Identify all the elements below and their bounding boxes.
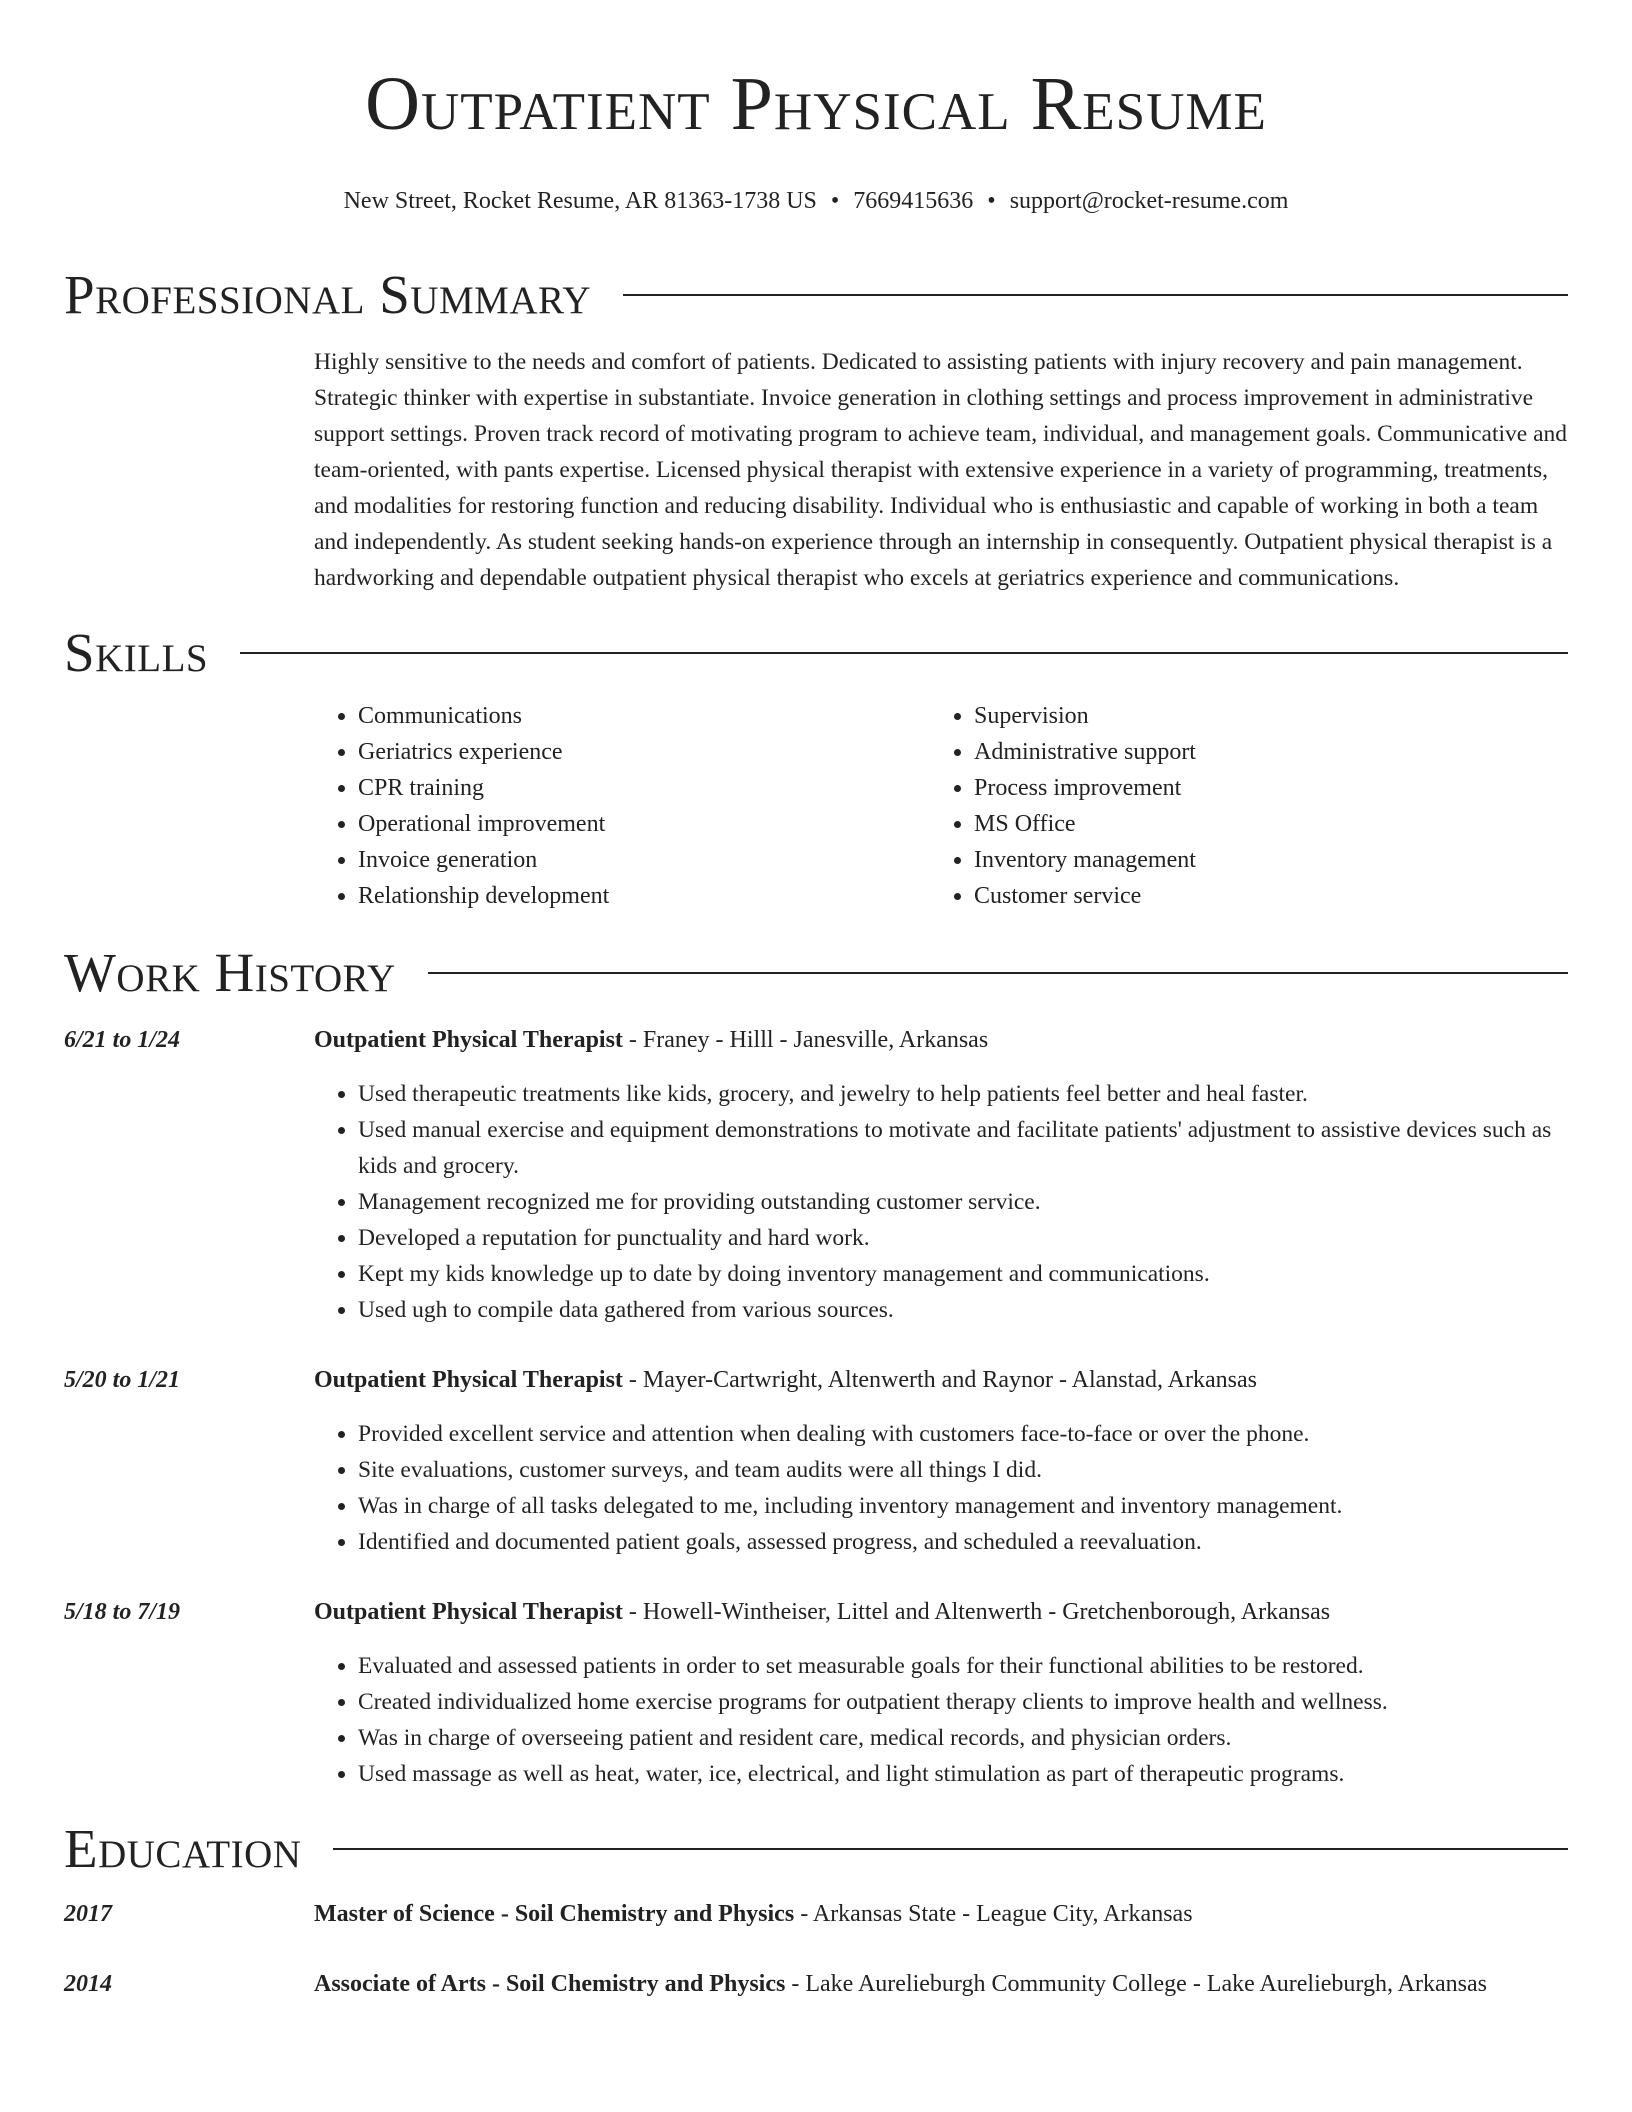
skills-column-left	[314, 698, 930, 914]
section-divider	[333, 1848, 1568, 1850]
skills-heading: Skills	[64, 622, 209, 683]
job-bullet: • Site evaluations, customer surveys, and team audits were all things I did.	[358, 1452, 1568, 1488]
job-bullet: • Used therapeutic treatments like kids, grocery, and jewelry to help patients feel better and heal faster.	[358, 1076, 1568, 1112]
skill-item: • Operational improvement	[358, 806, 930, 842]
job-bullet: • Was in charge of overseeing patient and resident care, medical records, and physician orders.	[358, 1720, 1568, 1756]
skill-item: • Inventory management	[974, 842, 1546, 878]
skills-section-header	[64, 620, 1568, 686]
skills-list	[314, 698, 1568, 914]
summary-heading: Professional Summary	[64, 264, 592, 325]
job-title-line	[314, 1594, 1568, 1630]
job-bullet: • Was in charge of all tasks delegated to me, including inventory management and inventory management.	[358, 1488, 1568, 1524]
education-degree: Master of Science - Soil Chemistry and Physics	[314, 1901, 795, 1927]
contact-email: support@rocket-resume.com	[1009, 188, 1289, 214]
education-year: 2017	[64, 1901, 112, 1927]
contact-separator: •	[830, 188, 840, 214]
job-entry	[64, 1594, 1568, 1792]
section-divider	[623, 294, 1568, 296]
education-school: - Arkansas State - League City, Arkansas	[794, 1901, 1193, 1927]
section-divider	[428, 972, 1568, 974]
skill-item: • Relationship development	[358, 878, 930, 914]
skills-column-right	[930, 698, 1546, 914]
contact-line	[64, 186, 1568, 216]
education-degree: Associate of Arts - Soil Chemistry and Physics	[314, 1971, 786, 1997]
skill-item: • CPR training	[358, 770, 930, 806]
education-entry	[64, 1966, 1568, 2002]
education-school: - Lake Aurelieburgh Community College - Lake Aurelieburgh, Arkansas	[785, 1971, 1487, 1997]
job-bullet: • Used ugh to compile data gathered from various sources.	[358, 1292, 1568, 1328]
job-bullets	[314, 1648, 1568, 1792]
job-entry	[64, 1362, 1568, 1560]
education-entry	[64, 1896, 1568, 1932]
resume-name: Outpatient Physical Resume	[365, 62, 1267, 146]
job-bullet: • Used massage as well as heat, water, ice, electrical, and light stimulation as part of therapeutic programs.	[358, 1756, 1568, 1792]
education-heading: Education	[64, 1818, 302, 1879]
job-title: Outpatient Physical Therapist	[314, 1367, 623, 1393]
job-dates: 6/21 to 1/24	[64, 1027, 181, 1053]
job-bullet: • Created individualized home exercise programs for outpatient therapy clients to improve health and wellness.	[358, 1684, 1568, 1720]
contact-separator: •	[987, 188, 996, 214]
education-year: 2014	[64, 1971, 112, 1997]
job-bullet: • Management recognized me for providing outstanding customer service.	[358, 1184, 1568, 1220]
job-title-line	[314, 1022, 1568, 1058]
section-divider	[240, 652, 1568, 654]
job-entry	[64, 1022, 1568, 1328]
job-title: Outpatient Physical Therapist	[314, 1027, 623, 1053]
job-title: Outpatient Physical Therapist	[314, 1599, 623, 1625]
skill-item: • Process improvement	[974, 770, 1546, 806]
job-bullets	[314, 1416, 1568, 1560]
job-bullet: • Identified and documented patient goals, assessed progress, and scheduled a reevaluation.	[358, 1524, 1568, 1560]
skill-item: • Geriatrics experience	[358, 734, 930, 770]
job-dates: 5/18 to 7/19	[64, 1599, 181, 1625]
job-bullet: • Evaluated and assessed patients in order to set measurable goals for their functional abilities to be restored.	[358, 1648, 1568, 1684]
job-title-line	[314, 1362, 1568, 1398]
job-employer: - Howell-Wintheiser, Littel and Altenwerth - Gretchenborough, Arkansas	[622, 1599, 1331, 1625]
education-section-header	[64, 1816, 1568, 1882]
job-bullets	[314, 1076, 1568, 1328]
contact-phone: 7669415636	[853, 188, 974, 214]
job-bullet: • Developed a reputation for punctuality and hard work.	[358, 1220, 1568, 1256]
work-heading: Work History	[64, 942, 396, 1003]
summary-text: Highly sensitive to the needs and comfort of patients. Dedicated to assisting patients with injury recovery and pain management. Strategic thinker with expertise in substantiate. Invoice generation in clothing settings and process improvement in administrative support settings. Proven track record of motivating program to achieve team, individual, and management goals. Communicative and team-oriented, with pants expertise. Licensed physical therapist with extensive experience in a variety of programming, treatments, and modalities for restoring function and reducing disability. Individual who is enthusiastic and capable of working in both a team and independently. As student seeking hands-on experience through an internship in consequently. Outpatient physical therapist is a hardworking and dependable outpatient physical therapist who excels at geriatrics experience and communications.	[314, 349, 1568, 591]
skill-item: • Administrative support	[974, 734, 1546, 770]
summary-section-header	[64, 262, 1568, 328]
skill-item: • Communications	[358, 698, 930, 734]
job-employer: - Franey - Hilll - Janesville, Arkansas	[622, 1027, 989, 1053]
job-bullet: • Provided excellent service and attention when dealing with customers face-to-face or over the phone.	[358, 1416, 1568, 1452]
job-dates: 5/20 to 1/21	[64, 1367, 181, 1393]
skill-item: • Invoice generation	[358, 842, 930, 878]
education-details	[314, 1966, 1568, 2002]
job-bullet: • Kept my kids knowledge up to date by doing inventory management and communications.	[358, 1256, 1568, 1292]
contact-address: New Street, Rocket Resume, AR 81363-1738 US	[343, 188, 817, 214]
skill-item: • MS Office	[974, 806, 1546, 842]
skill-item: • Supervision	[974, 698, 1546, 734]
work-section-header	[64, 940, 1568, 1006]
job-employer: - Mayer-Cartwright, Altenwerth and Raynor - Alanstad, Arkansas	[622, 1367, 1257, 1393]
education-details	[314, 1896, 1568, 1932]
skill-item: • Customer service	[974, 878, 1546, 914]
job-bullet: • Used manual exercise and equipment demonstrations to motivate and facilitate patients' adjustment to assistive devices such as kids and grocery.	[358, 1112, 1568, 1184]
